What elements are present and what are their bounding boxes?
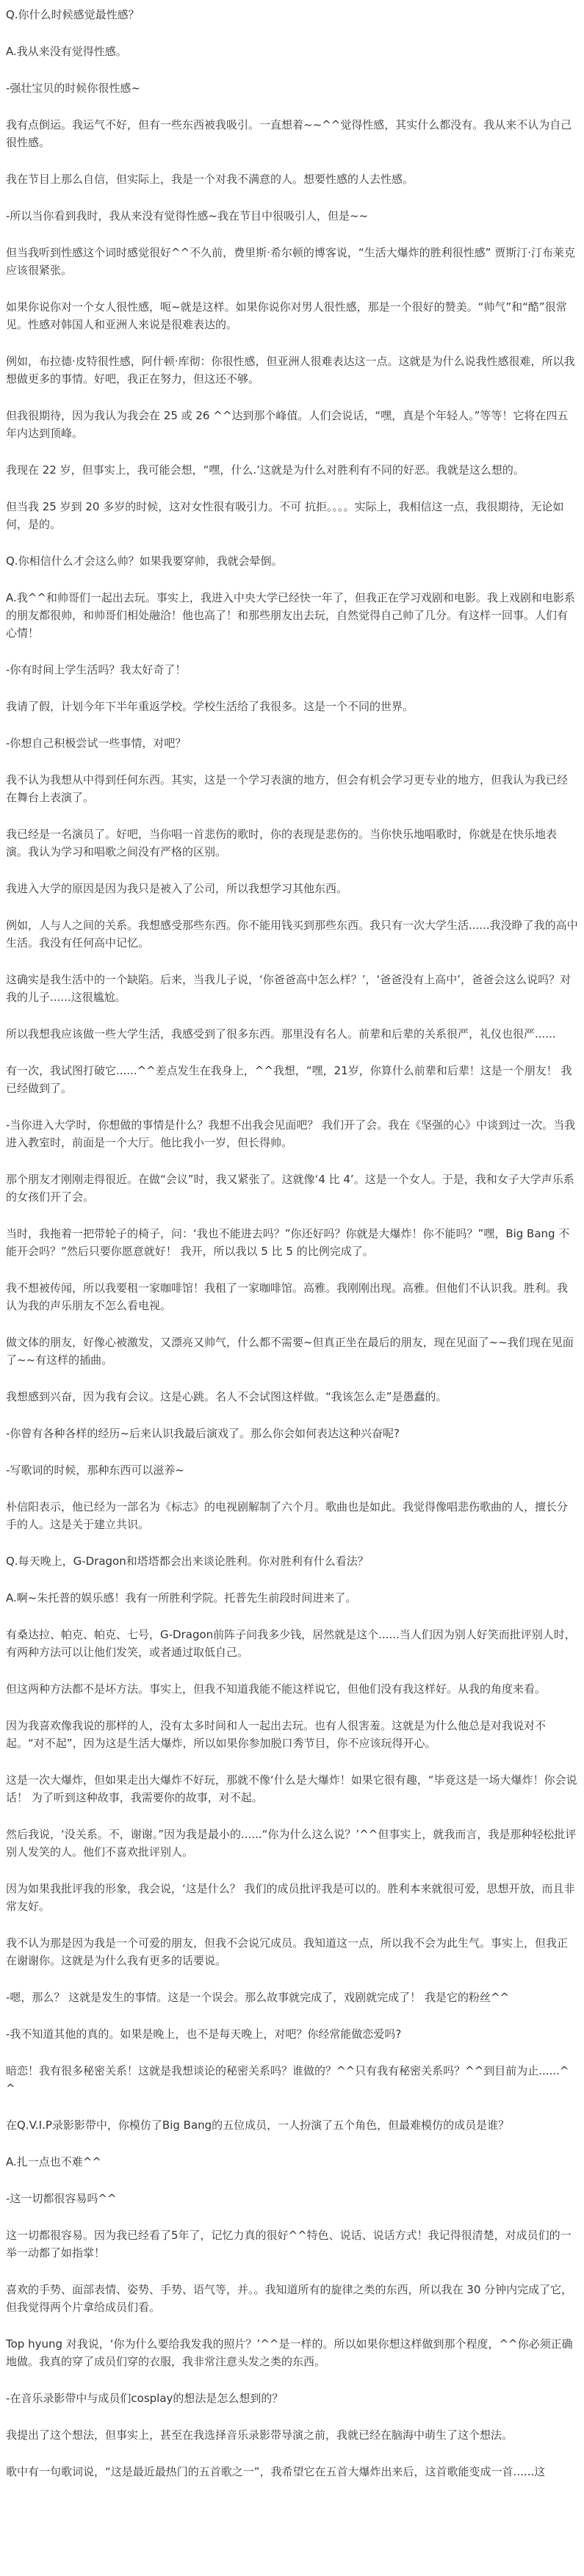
question: Q.每天晚上，G-Dragon和塔塔都会出来谈论胜利。你对胜利有什么看法？ <box>6 1555 369 1568</box>
answer-paragraph: 我已经是一名演员了。好吧，当你唱一首悲伤的歌时，你的表现是悲伤的。当你快乐地唱歌时，你就是在快乐地表演。我认为学习和唱歌之间没有严格的区别。 <box>6 828 558 858</box>
answer-paragraph: 暗恋！我有很多秘密关系！这就是我想谈论的秘密关系吗？谁做的？^^只有我有秘密关系吗？^^到目前为止......^^ <box>6 2064 569 2095</box>
answer-paragraph: 但当我 25 岁到 20 多岁的时候，这对女性很有吸引力。不可 抗拒。。。。实际上，我相信这一点，我很期待，无论如何，是的。 <box>6 500 564 531</box>
answer-paragraph: 因为我喜欢像我说的那样的人，没有太多时间和人一起出去玩。也有人很害羞。这就是为什么他总是对我说对不起。“对不起”，因为这是生活大爆炸，所以如果你参加脱口秀节目，你不应该玩得开心。 <box>6 1719 547 1750</box>
interviewer-remark: -强壮宝贝的时候你很性感~ <box>6 82 140 95</box>
interviewer-remark: -所以当你看到我时，我从来没有觉得性感~我在节目中很吸引人，但是~~ <box>6 209 369 222</box>
answer-paragraph: 我进入大学的原因是因为我只是被入了公司，所以我想学习其他东西。 <box>6 882 348 895</box>
answer: A.啊~朱托普的娱乐感！我有一所胜利学院。托普先生前段时间进来了。 <box>6 1591 357 1604</box>
answer-paragraph: 然后我说，‘没关系。不，谢谢。”因为我是最小的......“你为什么这么说？’^^但事实上，就我而言，我是那种轻松批评别人发笑的人。他们不喜欢批评别人。 <box>6 1828 577 1859</box>
answer-paragraph: 我想感到兴奋，因为我有会议。这是心跳。名人不会试图这样做。“我该怎么走”是愚蠢的。 <box>6 1390 447 1403</box>
answer-paragraph: 我不认为那是因为我是一个可爱的朋友，但我不会说冗成员。我知道这一点，所以我不会为此生气。事实上，但我正在谢谢你。这就是为什么我有更多的话要说。 <box>6 1936 569 1967</box>
interviewer-remark: -这一切都很容易吗^^ <box>6 2192 117 2205</box>
answer-paragraph: 但这两种方法都不是坏方法。事实上，但我不知道我能不能这样说它，但他们没有我这样好。从我的角度来看。 <box>6 1682 547 1696</box>
answer-paragraph: 那个朋友才刚刚走得很近。在做“会议”时，我又紧张了。这就像‘4 比 4’。这是一个女人。于是，我和女子大学声乐系的女孩们开了会。 <box>6 1173 574 1204</box>
question: Q.你相信什么才会这么帅？如果我要穿帅，我就会晕倒。 <box>6 554 283 568</box>
interviewer-remark: -你有时间上学生活吗？我太好奇了！ <box>6 663 187 676</box>
answer-paragraph: 我提出了这个想法，但事实上，甚至在我选择音乐录影带导演之前，我就已经在脑海中萌生了这个想法。 <box>6 2428 513 2442</box>
answer-paragraph: 我不认为我想从中得到任何东西。其实，这是一个学习表演的地方，但会有机会学习更专业的地方，但我认为我已经在舞台上表演了。 <box>6 773 569 804</box>
answer: A.扎一点也不难^^ <box>6 2155 101 2168</box>
answer-paragraph: 有桑达拉、帕克、帕克、七号，G-Dragon前阵子问我多少钱，居然就是这个......当人们因为别人好笑而批评别人时，有两种方法可以让他们发笑，或者通过取低自己。 <box>6 1628 576 1659</box>
interviewer-remark: -你曾有各种各样的经历~后来认识我最后演戏了。那么你会如何表达这种兴奋呢? <box>6 1427 400 1440</box>
answer-paragraph: 例如，人与人之间的关系。我想感受那些东西。你不能用钱买到那些东西。我只有一次大学生活......我没睁了我的高中生活。我没有任何高中记忆。 <box>6 919 578 949</box>
answer: A.我^^和帅哥们一起出去玩。事实上，我进入中央大学已经快一年了，但我正在学习戏剧和电影。我上戏剧和电影系的朋友都很帅，和帅哥们相处融洽！他也高了！和那些朋友出去玩，自然觉得自己帅了几分。有这样一回事。人们有心情！ <box>6 591 575 640</box>
answer-paragraph: 这一切都很容易。因为我已经看了5年了，记忆力真的很好^^特色、说话、说话方式！我记得很清楚，对成员们的一举一动都了如指掌！ <box>6 2229 572 2260</box>
answer-paragraph: 我请了假，计划今年下半年重返学校。学校生活给了我很多。这是一个不同的世界。 <box>6 700 414 713</box>
answer-paragraph: 做文体的朋友，好像心被激发，又漂亮又帅气，什么都不需要~但真正坐在最后的朋友，现在见面了~~我们现在见面了~~有这样的插曲。 <box>6 1336 574 1367</box>
answer-paragraph: 如果你说你对一个女人很性感，呃~就是这样。如果你说你对男人很性感，那是一个很好的赞美。“帅气”和“酷”很常见。性感对韩国人和亚洲人来说是很难表达的。 <box>6 300 567 331</box>
answer-paragraph: 所以我想我应该做一些大学生活，我感受到了很多东西。那里没有名人。前辈和后辈的关系很严，礼仪也很严...... <box>6 1027 556 1041</box>
answer-paragraph: 我有点倒运。我运气不好，但有一些东西被我吸引。一直想着~~^^觉得性感，其实什么都没有。我从来不认为自己很性感。 <box>6 118 572 149</box>
answer-paragraph: Top hyung 对我说，‘你为什么要给我发我的照片？’^^是一样的。所以如果你想这样做到那个程度，^^你必须正确地做。我真的穿了成员们穿的衣服，我非常注意头发之类的东西。 <box>6 2337 573 2368</box>
interviewer-remark: -当你进入大学时，你想做的事情是什么？我想不出我会见面吧？ 我们开了会。我在《坚强的心》中谈到过一次。当我进入教室时，前面是一个大厅。他比我小一岁，但长得帅。 <box>6 1118 576 1149</box>
interviewer-remark: -在音乐录影带中与成员们cosplay的想法是怎么想到的？ <box>6 2392 284 2405</box>
answer-paragraph: 歌中有一句歌词说，“这是最近最热门的五首歌之一”，我希望它在五首大爆炸出来后，这首歌能变成一首......这 <box>6 2465 546 2478</box>
answer-paragraph: 朴信阳表示，他已经为一部名为《标志》的电视剧解制了六个月。歌曲也是如此。我觉得像唱悲伤歌曲的人，擅长分手的人。这是关于建立共识。 <box>6 1500 569 1531</box>
answer-paragraph: 这是一次大爆炸，但如果走出大爆炸不好玩，那就不像‘什么是大爆炸！如果它很有趣，“毕竟这是一场大爆炸！你会说话！ 为了听到这种故事，我需要你的故事，对不起。 <box>6 1773 577 1804</box>
answer-paragraph: 我在节目上那么自信，但实际上，我是一个对我不满意的人。想要性感的人去性感。 <box>6 173 414 186</box>
interviewer-remark: -我不知道其他的真的。如果是晚上，也不是每天晚上，对吧？你经常能做恋爱吗? <box>6 2027 402 2041</box>
answer-paragraph: 当时，我拖着一把带轮子的椅子，问：‘我也不能进去吗？”你还好吗？你就是大爆炸！你不能吗？”嘿，Big Bang 不能开会吗？”然后只要你愿意就好！ 我开，所以我以 5 比 5 的比例完成了。 <box>6 1227 570 1258</box>
answer-paragraph: 但我很期待，因为我认为我会在 25 或 26 ^^达到那个峰值。人们会说话，“嘿，真是个年轻人。”等等！它将在四五年内达到顶峰。 <box>6 409 569 440</box>
answer-paragraph: 喜欢的手势、面部表情、姿势、手势、语气等，并。。我知道所有的旋律之类的东西，所以我在 30 分钟内完成了它，但我觉得两个片拿给成员们看。 <box>6 2283 573 2314</box>
interviewer-remark: -你想自己积极尝试一些事情，对吧？ <box>6 737 187 750</box>
answer-paragraph: 有一次，我试图打破它......^^差点发生在我身上，^^我想，“嘿，21岁，你算什么前辈和后辈！这是一个朋友！ 我已经做到了。 <box>6 1064 572 1095</box>
question: 在Q.V.I.P录影影带中，你模仿了Big Bang的五位成员，一人扮演了五个角色，但最难模仿的成员是谁？ <box>6 2119 510 2132</box>
question: Q.你什么时候感觉最性感？ <box>6 8 140 21</box>
answer-paragraph: 因为如果我批评我的形象，我会说，‘这是什么？ 我们的成员批评我是可以的。胜利本来就很可爱，思想开放，而且非常友好。 <box>6 1882 575 1913</box>
answer-paragraph: 但当我听到性感这个词时感觉很好^^不久前，费里斯·希尔顿的博客说，“生活大爆炸的胜利很性感” 贾斯汀·汀布莱克应该很紧张。 <box>6 246 575 277</box>
interviewer-remark: -写歌词的时候，那种东西可以滋养~ <box>6 1464 184 1477</box>
answer-paragraph: 我不想被传闻，所以我要租一家咖啡馆！我租了一家咖啡馆。高雅。我刚刚出现。高雅。但他们不认识我。胜利。我认为我的声乐朋友不怎么看电视。 <box>6 1281 569 1312</box>
answer-paragraph: 这确实是我生活中的一个缺陷。后来，当我儿子说，‘你爸爸高中怎么样？’，‘爸爸没有上高中’，爸爸会这么说吗？对我的儿子......这很尴尬。 <box>6 973 572 1004</box>
answer-paragraph: 我现在 22 岁，但事实上，我可能会想，“嘿，什么.’这就是为什么对胜利有不同的好恶。我就是这么想的。 <box>6 463 524 477</box>
answer-paragraph: 例如，布拉德·皮特很性感，阿什顿·库彻：你很性感，但亚洲人很难表达这一点。这就是为什么说我性感很难，所以我想做更多的事情。好吧，我正在努力，但这还不够。 <box>6 355 575 386</box>
answer: A.我从来没有觉得性感。 <box>6 45 127 58</box>
interviewer-remark: -嗯，那么？ 这就是发生的事情。这是一个误会。那么故事就完成了，戏剧就完成了！ 我是它的粉丝^^ <box>6 1991 510 2004</box>
